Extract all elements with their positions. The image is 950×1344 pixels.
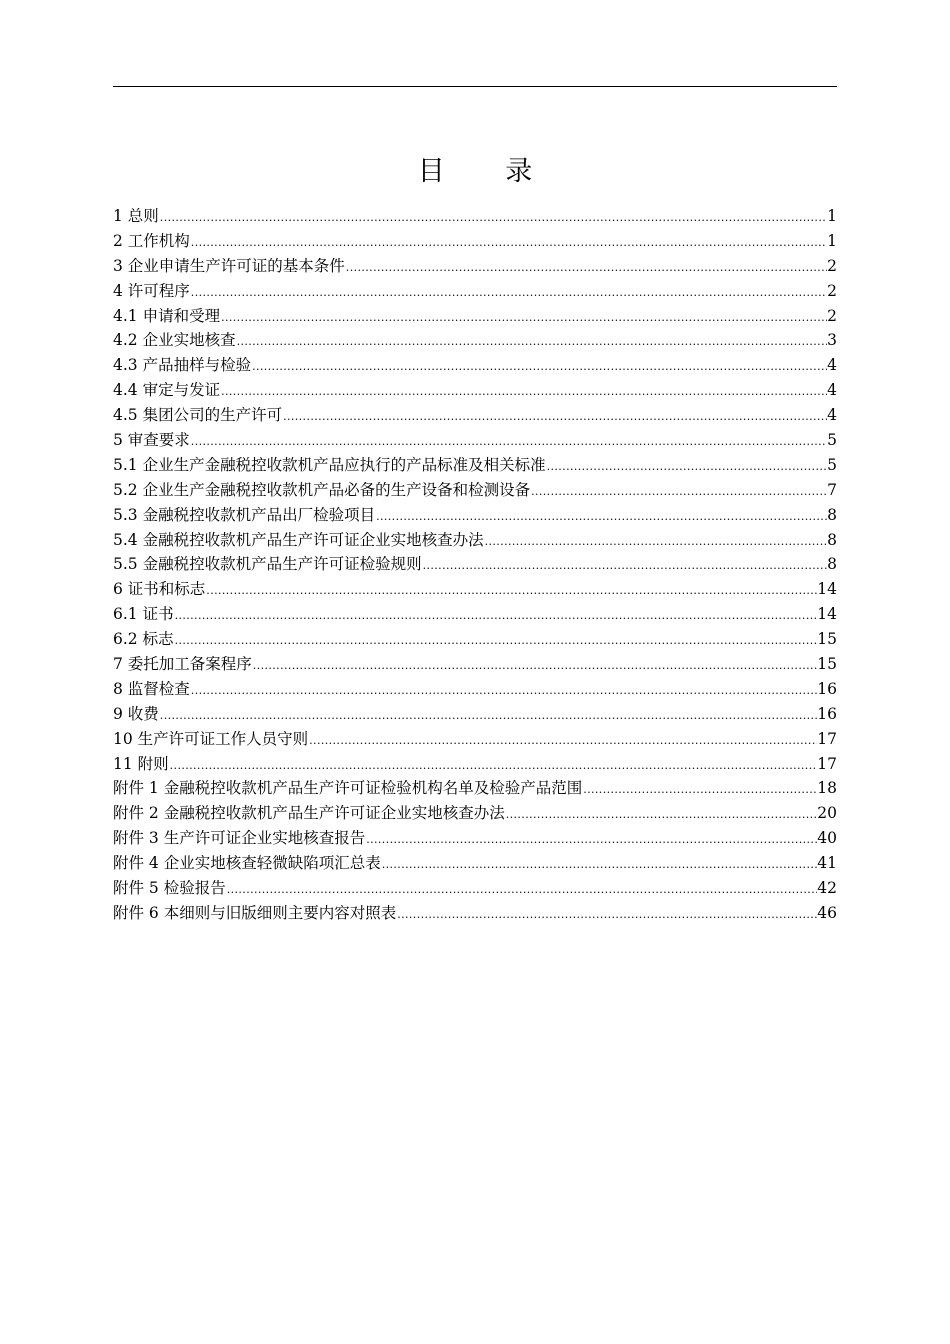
- toc-entry-page-number: 20: [817, 804, 837, 823]
- toc-entry-label: 附件 3 生产许可证企业实地核查报告: [113, 829, 366, 848]
- toc-entry-page-number: 4: [827, 381, 837, 400]
- toc-entry[interactable]: [113, 552, 837, 577]
- toc-entry-label: 4.2 企业实地核查: [113, 331, 236, 350]
- toc-entry[interactable]: [113, 378, 837, 403]
- toc-dot-leader: [190, 679, 817, 704]
- toc-dot-leader: [484, 530, 828, 555]
- toc-entry-page-number: 8: [827, 505, 837, 524]
- toc-entry-page-number: 40: [817, 829, 837, 848]
- toc-dot-leader: [345, 256, 827, 281]
- toc-entry-page-number: 2: [827, 281, 837, 300]
- toc-entry-page-number: 8: [827, 555, 837, 574]
- toc-entry-label: 10 生产许可证工作人员守则: [113, 729, 309, 748]
- toc-entry-label: 4.1 申请和受理: [113, 306, 221, 325]
- toc-entry-label: 附件 4 企业实地核查轻微缺陷项汇总表: [113, 854, 381, 873]
- toc-dot-leader: [169, 754, 818, 779]
- toc-entry-page-number: 1: [827, 207, 837, 225]
- toc-dot-leader: [174, 629, 818, 654]
- toc-entry[interactable]: [113, 279, 837, 304]
- toc-entry[interactable]: [113, 478, 837, 503]
- toc-entry[interactable]: [113, 752, 837, 777]
- toc-dot-leader: [308, 729, 817, 754]
- toc-entry[interactable]: [113, 851, 837, 876]
- toc-entry[interactable]: [113, 353, 837, 378]
- toc-entry[interactable]: [113, 826, 837, 851]
- toc-dot-leader: [282, 405, 827, 430]
- toc-dot-leader: [251, 355, 827, 380]
- toc-dot-leader: [159, 206, 827, 231]
- toc-dot-leader: [396, 903, 817, 928]
- toc-entry-page-number: 2: [827, 256, 837, 275]
- toc-title: 目 录: [417, 156, 559, 187]
- toc-entry-label: 6.1 证书: [113, 605, 174, 624]
- toc-entry-label: 11 附则: [113, 754, 169, 773]
- toc-entry-label: 5.5 金融税控收款机产品生产许可证检验规则: [113, 555, 422, 574]
- toc-entry-page-number: 14: [817, 580, 837, 599]
- toc-entry-label: 3 企业申请生产许可证的基本条件: [113, 256, 345, 275]
- toc-dot-leader: [530, 480, 827, 505]
- toc-entry-page-number: 3: [827, 331, 837, 350]
- toc-entry-page-number: 8: [827, 530, 837, 549]
- toc-entry[interactable]: [113, 627, 837, 652]
- toc-dot-leader: [190, 281, 827, 306]
- header-rule: [113, 86, 837, 87]
- toc-entry[interactable]: [113, 901, 837, 926]
- toc-entry[interactable]: [113, 801, 837, 826]
- toc-dot-leader: [252, 654, 817, 679]
- toc-dot-leader: [226, 878, 818, 903]
- toc-entry-page-number: 18: [817, 779, 837, 798]
- toc-entry-page-number: 14: [817, 605, 837, 624]
- toc-entry[interactable]: [113, 428, 837, 453]
- toc-dot-leader: [582, 778, 817, 803]
- toc-entry[interactable]: [113, 727, 837, 752]
- toc-entry-label: 5.2 企业生产金融税控收款机产品必备的生产设备和检测设备: [113, 480, 531, 499]
- toc-dot-leader: [220, 306, 827, 331]
- toc-entry[interactable]: [113, 528, 837, 553]
- toc-dot-leader: [174, 604, 818, 629]
- toc-dot-leader: [236, 330, 828, 355]
- toc-entry[interactable]: [113, 453, 837, 478]
- toc-entry-label: 5.3 金融税控收款机产品出厂检验项目: [113, 505, 376, 524]
- toc-entry[interactable]: [113, 652, 837, 677]
- toc-entry[interactable]: [113, 602, 837, 627]
- toc-dot-leader: [381, 853, 818, 878]
- toc-entry[interactable]: [113, 503, 837, 528]
- toc-entry[interactable]: [113, 702, 837, 727]
- toc-entry-page-number: 5: [827, 455, 837, 474]
- toc-entry-label: 7 委托加工备案程序: [113, 655, 252, 674]
- toc-dot-leader: [422, 554, 828, 579]
- toc-entry-page-number: 41: [817, 854, 837, 873]
- toc-dot-leader: [505, 803, 818, 828]
- toc-entry-label: 5.4 金融税控收款机产品生产许可证企业实地核查办法: [113, 530, 484, 549]
- toc-entry-page-number: 1: [827, 231, 837, 250]
- toc-entry[interactable]: [113, 229, 837, 254]
- toc-entry[interactable]: [113, 577, 837, 602]
- toc-entry-label: 8 监督检查: [113, 679, 190, 698]
- toc-entry-label: 附件 2 金融税控收款机产品生产许可证企业实地核查办法: [113, 804, 505, 823]
- toc-entry-label: 9 收费: [113, 704, 159, 723]
- toc-entry-page-number: 16: [817, 679, 837, 698]
- toc-entry-label: 4.4 审定与发证: [113, 381, 221, 400]
- toc-entry-page-number: 4: [827, 356, 837, 375]
- toc-entry-page-number: 16: [817, 704, 837, 723]
- toc-dot-leader: [205, 579, 817, 604]
- toc-dot-leader: [220, 380, 827, 405]
- toc-entry[interactable]: [113, 677, 837, 702]
- toc-entry-label: 附件 1 金融税控收款机产品生产许可证检验机构名单及检验产品范围: [113, 779, 583, 798]
- toc-dot-leader: [159, 704, 817, 729]
- toc-dot-leader: [190, 231, 827, 256]
- toc-entry-label: 6.2 标志: [113, 630, 174, 649]
- toc-entry-page-number: 7: [827, 480, 837, 499]
- toc-dot-leader: [365, 828, 817, 853]
- toc-entry-label: 5.1 企业生产金融税控收款机产品应执行的产品标准及相关标准: [113, 455, 546, 474]
- toc-entry-label: 6 证书和标志: [113, 580, 206, 599]
- toc-entry-label: 4.5 集团公司的生产许可: [113, 406, 283, 425]
- toc-entry-label: 附件 5 检验报告: [113, 879, 226, 898]
- toc-entry[interactable]: [113, 304, 837, 329]
- toc-entry[interactable]: [113, 403, 837, 428]
- toc-dot-leader: [546, 455, 828, 480]
- toc-entry-page-number: 4: [827, 406, 837, 425]
- toc-entry-page-number: 2: [827, 306, 837, 325]
- toc-entry-label: 1 总则: [113, 207, 159, 225]
- toc-dot-leader: [375, 505, 827, 530]
- toc-entry-label: 4.3 产品抽样与检验: [113, 356, 252, 375]
- toc-entry-label: 4 许可程序: [113, 281, 190, 300]
- toc-entry-page-number: 5: [827, 431, 837, 450]
- toc-entry[interactable]: [113, 876, 837, 901]
- toc-entry-page-number: 15: [817, 655, 837, 674]
- toc-entry[interactable]: [113, 328, 837, 353]
- toc-entry-label: 附件 6 本细则与旧版细则主要内容对照表: [113, 903, 397, 922]
- toc-entry-page-number: 15: [817, 630, 837, 649]
- toc-entry-page-number: 42: [817, 879, 837, 898]
- toc-entry-label: 2 工作机构: [113, 231, 190, 250]
- toc-entry-page-number: 17: [817, 754, 837, 773]
- toc-entry-page-number: 46: [817, 903, 837, 922]
- toc-entry-label: 5 审查要求: [113, 431, 190, 450]
- toc-list: [113, 204, 837, 926]
- toc-entry[interactable]: [113, 254, 837, 279]
- toc-dot-leader: [190, 430, 827, 455]
- toc-entry[interactable]: [113, 776, 837, 801]
- toc-entry-page-number: 17: [817, 729, 837, 748]
- toc-entry[interactable]: [113, 204, 837, 229]
